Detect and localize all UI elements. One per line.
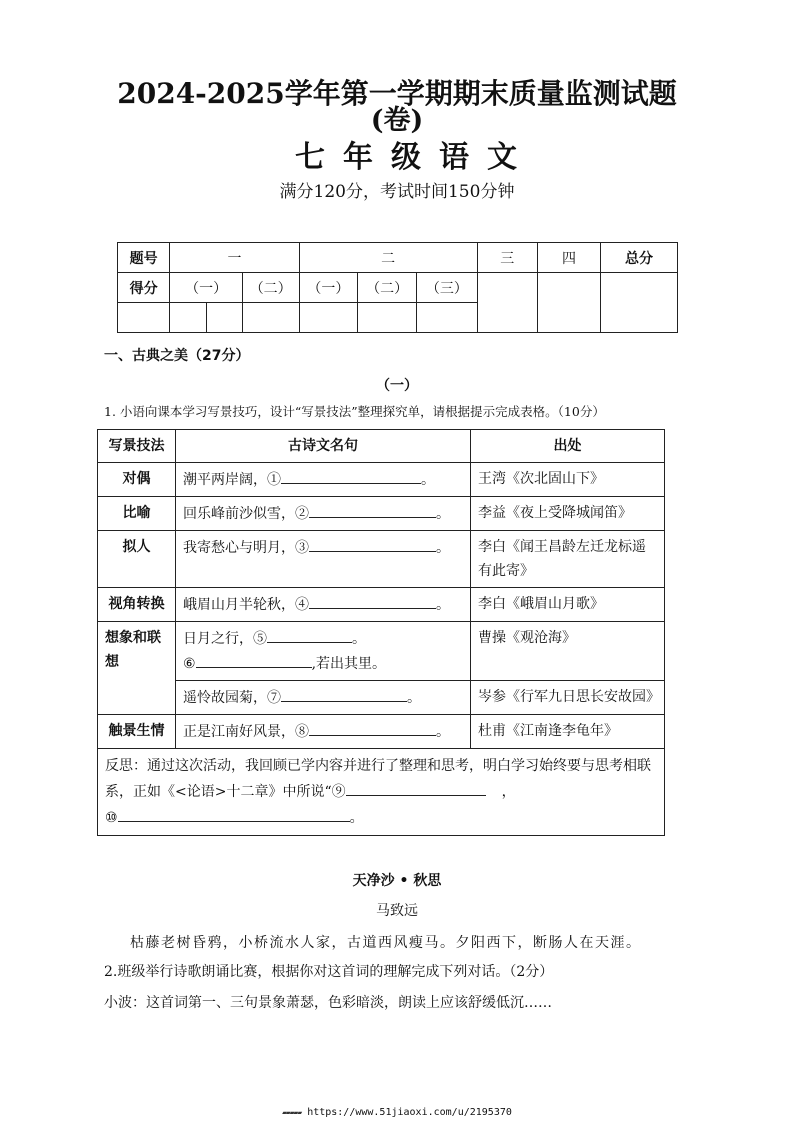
score-col-2: 二 xyxy=(299,243,477,273)
poem-title: 天净沙 • 秋思 xyxy=(352,873,442,889)
question-1: 1. 小语向课本学习写景技巧，设计“写景技法”整理探究单，请根据提示完成表格。（10分） xyxy=(104,404,605,419)
header-source: 出处 xyxy=(471,430,665,463)
table-row xyxy=(98,588,665,622)
score-cell-4[interactable] xyxy=(537,273,600,333)
line-end: 。 xyxy=(352,631,366,647)
line-text: 日月之行，⑤ xyxy=(183,631,267,647)
score-cell-2-1[interactable] xyxy=(299,303,358,333)
line-end: 。 xyxy=(436,540,450,556)
source-cell: 李白《峨眉山月歌》 xyxy=(471,588,665,622)
score-sub-1-2: （二） xyxy=(242,273,299,303)
footer-url[interactable]: https://www.51jiaoxi.com/u/2195370 xyxy=(307,1107,512,1118)
score-sub-1-1: （一） xyxy=(170,273,242,303)
reflection-text: 反思：通过这次活动，我回顾已学内容并进行了整理和思考，明白学习始终要与思考相联系，正如《<论语>十二章》中所说“⑨ xyxy=(105,758,651,800)
score-cell-2-2[interactable] xyxy=(358,303,417,333)
score-label-score: 得分 xyxy=(118,273,170,303)
subject-title: 七年级语文 xyxy=(295,140,535,175)
score-sub-2-3: （三） xyxy=(417,273,478,303)
watermark-logo: ▰▰▰▰▰ xyxy=(282,1108,302,1117)
line-end: 。 xyxy=(436,597,450,613)
exam-info: 满分120分，考试时间150分钟 xyxy=(279,182,515,202)
score-col-4: 四 xyxy=(537,243,600,273)
score-cell-total[interactable] xyxy=(601,273,678,333)
technique-table xyxy=(97,429,665,836)
line-text: 回乐峰前沙似雪，② xyxy=(183,506,309,522)
answer-blank-6[interactable] xyxy=(196,651,312,668)
answer-blank-8[interactable] xyxy=(309,719,436,736)
table-row xyxy=(98,622,665,681)
header-lines: 古诗文名句 xyxy=(176,430,471,463)
table-row xyxy=(98,749,665,836)
section-heading: 一、古典之美（27分） xyxy=(104,348,250,364)
reflection-comma: ， xyxy=(501,784,516,800)
line-cell xyxy=(176,497,471,531)
score-table xyxy=(117,242,678,333)
technique-cell: 想象和联想 xyxy=(98,622,176,715)
table-row xyxy=(98,497,665,531)
source-cell: 王湾《次北固山下》 xyxy=(471,463,665,497)
score-cell-1-2[interactable] xyxy=(242,303,299,333)
reflection-end: 。 xyxy=(349,810,364,826)
line-end: ,若出其里。 xyxy=(311,656,387,672)
answer-blank-7[interactable] xyxy=(281,685,407,702)
line-cell xyxy=(176,715,471,749)
line-cell xyxy=(176,622,471,681)
score-col-total: 总分 xyxy=(601,243,678,273)
answer-blank-4[interactable] xyxy=(309,592,436,609)
technique-cell: 视角转换 xyxy=(98,588,176,622)
source-cell: 岑参《行军九日思长安故园》 xyxy=(471,681,665,715)
answer-blank-3[interactable] xyxy=(309,535,436,552)
score-sub-2-2: （二） xyxy=(358,273,417,303)
technique-cell: 拟人 xyxy=(98,531,176,588)
line-text: 峨眉山月半轮秋，④ xyxy=(183,597,309,613)
answer-blank-2[interactable] xyxy=(309,501,436,518)
score-cell-3[interactable] xyxy=(477,273,537,333)
poem-author: 马致远 xyxy=(376,903,418,919)
score-col-1: 一 xyxy=(170,243,299,273)
reflection-num: ⑩ xyxy=(105,810,118,826)
source-cell: 李益《夜上受降城闻笛》 xyxy=(471,497,665,531)
line-cell xyxy=(176,681,471,715)
technique-cell: 比喻 xyxy=(98,497,176,531)
source-cell: 曹操《观沧海》 xyxy=(471,622,665,681)
table-row xyxy=(98,715,665,749)
source-cell: 李白《闻王昌龄左迁龙标遥有此寄》 xyxy=(471,531,665,588)
line-text: 潮平两岸阔，① xyxy=(183,472,281,488)
reflection-cell xyxy=(98,749,665,836)
source-cell: 杜甫《江南逢李龟年》 xyxy=(471,715,665,749)
line-end: 。 xyxy=(436,506,450,522)
line-cell xyxy=(176,531,471,588)
table-row xyxy=(98,531,665,588)
answer-blank-9[interactable] xyxy=(346,779,486,796)
poem-text: 枯藤老树昏鸦，小桥流水人家，古道西风瘦马。夕阳西下，断肠人在天涯。 xyxy=(130,935,642,951)
table-row xyxy=(98,463,665,497)
line-num: ⑥ xyxy=(183,656,196,672)
line-cell xyxy=(176,463,471,497)
part-heading: （一） xyxy=(376,378,418,394)
line-end: 。 xyxy=(407,690,421,706)
score-cell-1-1a[interactable] xyxy=(170,303,207,333)
technique-cell: 对偶 xyxy=(98,463,176,497)
score-cell-2-3[interactable] xyxy=(417,303,478,333)
score-sub-2-1: （一） xyxy=(299,273,358,303)
line-cell xyxy=(176,588,471,622)
line-end: 。 xyxy=(436,724,450,740)
line-end: 。 xyxy=(421,472,435,488)
footer xyxy=(0,1107,794,1118)
question-2-dialog: 小波：这首词第一、三句景象萧瑟，色彩暗淡，朗读上应该舒缓低沉…… xyxy=(104,995,552,1011)
score-blank xyxy=(118,303,170,333)
exam-title-suffix: (卷) xyxy=(370,105,424,136)
technique-cell: 触景生情 xyxy=(98,715,176,749)
line-text: 正是江南好风景，⑧ xyxy=(183,724,309,740)
line-text: 遥怜故园菊，⑦ xyxy=(183,690,281,706)
score-cell-1-1b[interactable] xyxy=(207,303,243,333)
score-label-question: 题号 xyxy=(118,243,170,273)
line-text: 我寄愁心与明月，③ xyxy=(183,540,309,556)
header-technique: 写景技法 xyxy=(98,430,176,463)
answer-blank-10[interactable] xyxy=(118,805,350,822)
question-2: 2.班级举行诗歌朗诵比赛，根据你对这首词的理解完成下列对话。（2分） xyxy=(104,964,554,980)
answer-blank-5[interactable] xyxy=(267,626,352,643)
table-row xyxy=(98,681,665,715)
answer-blank-1[interactable] xyxy=(281,467,421,484)
exam-title: 2024-2025学年第一学期期末质量监测试题 xyxy=(117,77,677,110)
score-col-3: 三 xyxy=(477,243,537,273)
